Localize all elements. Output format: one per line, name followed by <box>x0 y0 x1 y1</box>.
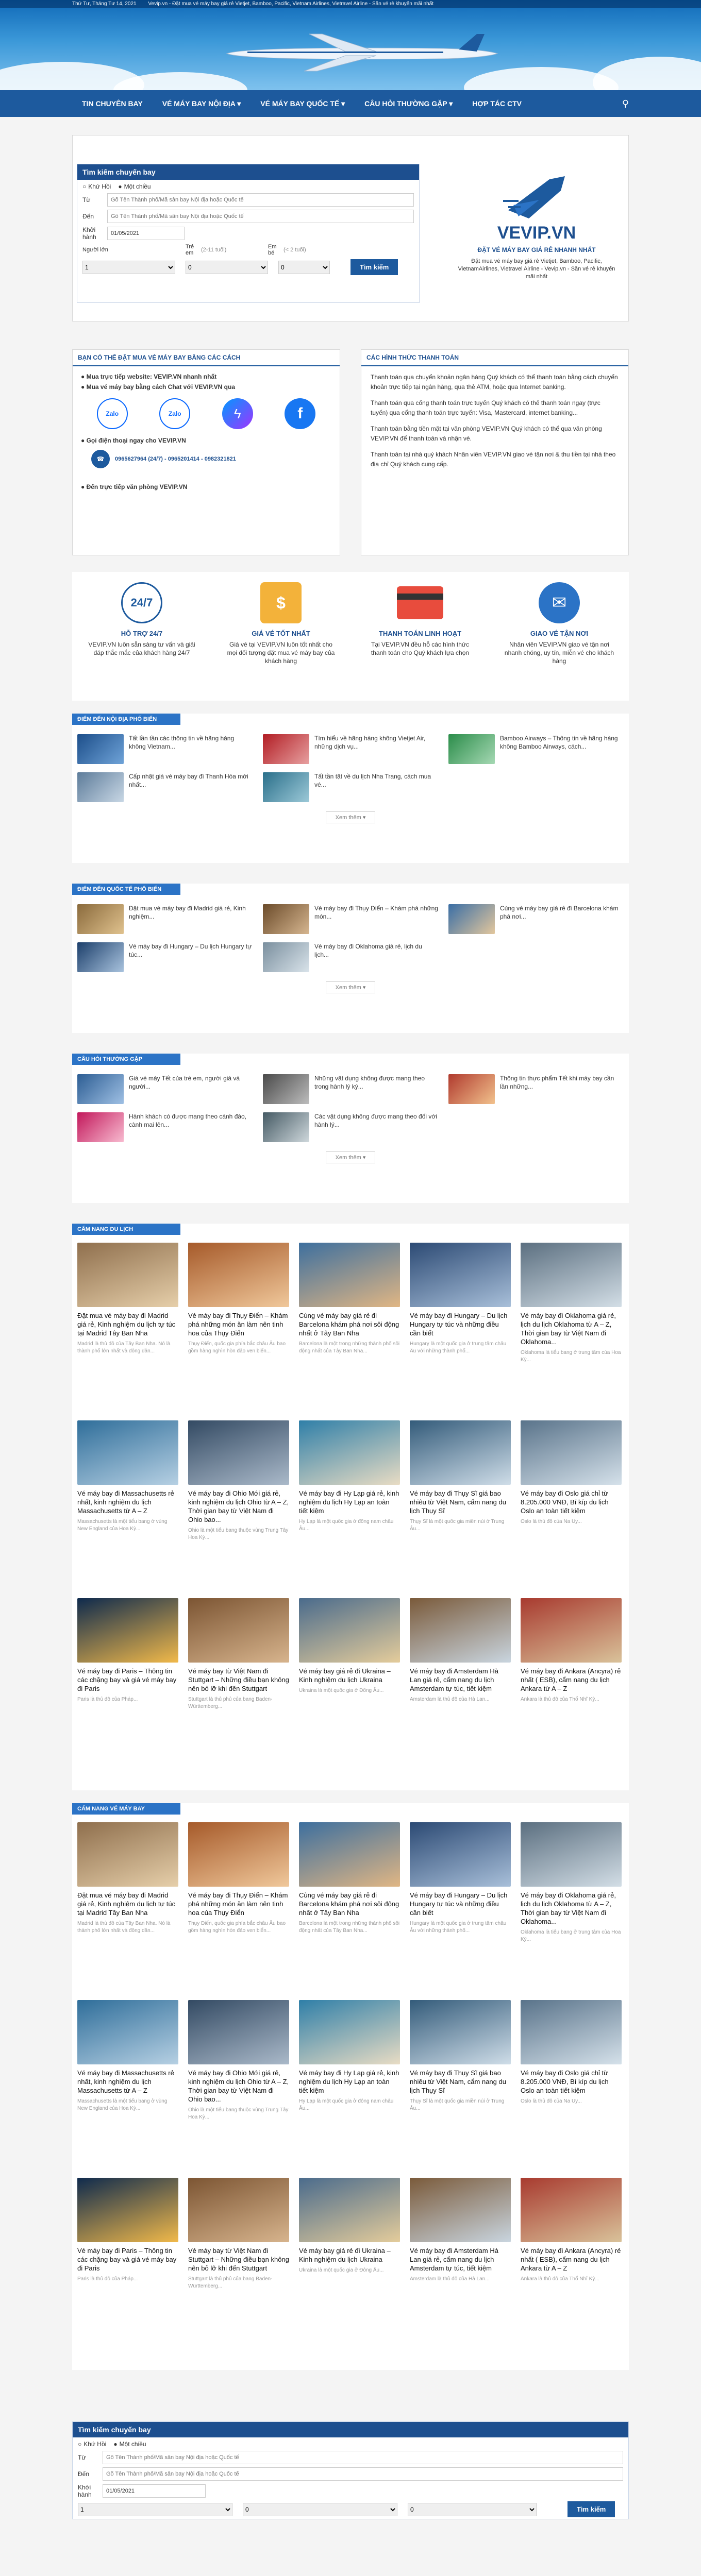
article-card[interactable] <box>188 1598 289 1710</box>
article-card[interactable] <box>521 1598 622 1703</box>
article-excerpt: Stuttgart là thủ phủ của bang Baden-Württemberg... <box>188 2276 273 2289</box>
article-thumbnail[interactable] <box>188 1243 289 1307</box>
article-card[interactable] <box>188 1243 289 1355</box>
facebook-icon[interactable]: f <box>285 398 315 429</box>
payment-item: Thanh toán bằng tiền mặt tại văn phòng VEVIP.VN Quý khách có thể qua văn phòng VEVIP.VN để thanh toán và nhận vé. <box>371 425 602 442</box>
article-title[interactable]: Đặt mua vé máy bay đi Madrid giá rẻ, Kinh nghiệm du lịch tự túc tại Madrid Tây Ban Nha <box>77 1312 176 1337</box>
feature-title: HỖ TRỢ 24/7 <box>121 630 163 637</box>
domestic-section <box>72 714 629 863</box>
article-title[interactable]: Vé máy bay đi Ankara (Ancyra) rẻ nhất ( ESB), cẩm nang du lịch Ankara từ A – Z <box>521 2247 621 2272</box>
search-button[interactable]: Tìm kiếm <box>350 259 398 275</box>
support-24-7-icon: 24/7 <box>121 582 162 623</box>
article-excerpt: Barcelona là một trong những thành phố sôi động nhất của Tây Ban Nha... <box>299 1921 400 1934</box>
howto-box <box>72 349 340 555</box>
article-thumbnail[interactable] <box>521 1243 622 1307</box>
section-heading: CẨM NANG DU LỊCH <box>72 1224 180 1235</box>
trip-return-label: Khứ Hồi <box>84 2441 107 2448</box>
radio-oneway[interactable]: ● <box>118 183 122 190</box>
vevip-logo-icon <box>498 169 575 226</box>
article-excerpt: Massachusetts là một tiểu bang ở vùng New England của Hoa Kỳ... <box>77 2098 168 2111</box>
feature-support <box>85 582 198 701</box>
chat-icons <box>81 398 331 429</box>
article-card[interactable] <box>299 1420 400 1533</box>
article-title[interactable]: Vé máy bay đi Hy Lạp giá rẻ, kinh nghiệm du lịch Hy Lạp an toàn tiết kiệm <box>299 1489 399 1515</box>
article-thumbnail[interactable] <box>410 1243 511 1307</box>
article-thumbnail[interactable] <box>299 1243 400 1307</box>
feature-title: GIÁ VÉ TỐT NHẤT <box>252 630 310 637</box>
view-more-button[interactable]: Xem thêm ▾ <box>326 811 375 823</box>
infant-note: (< 2 tuổi) <box>283 247 306 253</box>
flight-search-form-bottom <box>72 2421 629 2519</box>
article-card[interactable] <box>188 1822 289 1935</box>
child-label: Trẻ em <box>186 244 194 256</box>
article-thumbnail[interactable] <box>410 1598 511 1663</box>
article-title[interactable]: Vé máy bay đi Massachusetts rẻ nhất, kinh nghiệm du lịch Massachusetts từ A – Z <box>77 2069 174 2094</box>
article-card[interactable] <box>299 1598 400 1694</box>
article-card[interactable] <box>521 2178 622 2283</box>
article-thumbnail[interactable] <box>410 1822 511 1887</box>
payment-box <box>361 349 629 555</box>
article-title[interactable]: Vé máy bay đi Paris – Thông tin các chặng bay và giá vé máy bay đi Paris <box>77 2247 177 2272</box>
article-thumbnail[interactable] <box>410 2000 511 2064</box>
feature-desc: Nhân viên VEVIP.VN giao vé tận nơi nhanh chóng, uy tín, miễn vé cho khách hàng <box>504 641 614 665</box>
list-item[interactable]: Vé máy bay đi Oklahoma giá rẻ, lịch du lịch... <box>263 942 438 972</box>
article-thumbnail[interactable] <box>299 2178 400 2242</box>
article-thumbnail[interactable] <box>410 2178 511 2242</box>
article-excerpt: Oklahoma là tiểu bang ở trung tâm của Hoa Kỳ... <box>521 1350 621 1363</box>
article-thumbnail[interactable] <box>77 1420 178 1485</box>
howto-chat: ● Mua vé máy bay bằng cách Chat với VEVIP.VN qua <box>81 383 236 391</box>
article-thumbnail[interactable] <box>521 1822 622 1887</box>
article-excerpt: Hungary là một quốc gia ở trung tâm châu Âu với những thành phố... <box>410 1921 507 1934</box>
payment-item: Thanh toán tại nhà quý khách Nhân viên VEVIP.VN giao vé tận nơi & thu tiền tại nhà theo địa chỉ Quý khách cung cấp. <box>371 451 616 468</box>
hotline-numbers[interactable]: 0965627964 (24/7) - 0965201414 - 0982321821 <box>115 456 236 462</box>
howto-title: BẠN CÓ THỂ ĐẶT MUA VÉ MÁY BAY BẰNG CÁC CÁCH <box>73 350 340 366</box>
messenger-icon[interactable]: ϟ <box>222 398 253 429</box>
radio-return[interactable]: ○ <box>78 2441 82 2448</box>
airplane-illustration <box>216 31 505 72</box>
list-item[interactable]: Cùng vé máy bay giá rẻ đi Barcelona khám phá nơi... <box>448 904 624 934</box>
brand-tagline: ĐẶT VÉ MÁY BAY GIÁ RẺ NHANH NHẤT <box>477 246 596 253</box>
article-card[interactable] <box>77 2178 178 2283</box>
infant-label: Em bé <box>268 244 277 256</box>
article-excerpt: Stuttgart là thủ phủ của bang Baden-Württemberg... <box>188 1697 273 1709</box>
best-price-icon: $ <box>260 582 302 623</box>
article-thumbnail[interactable] <box>299 2000 400 2064</box>
article-title[interactable]: Vé máy bay đi Ohio Mới giá rẻ, kinh nghiệm du lịch Ohio từ A – Z, Thời gian bay từ Việt Nam đi Ohio bao... <box>188 1489 289 1523</box>
brand-desc: Đặt mua vé máy bay giá rẻ Vietjet, Bamboo, Pacific, VietnamAirlines, Vietravel Airline - Vevip.vn - Săn vé rẻ khuyến mãi nhất <box>458 258 615 280</box>
brand-panel <box>454 164 619 303</box>
flight-search-form <box>77 164 420 303</box>
nav-international[interactable]: VÉ MÁY BAY QUỐC TẾ ▾ <box>260 99 345 108</box>
article-excerpt: Oklahoma là tiểu bang ở trung tâm của Hoa Kỳ... <box>521 1929 621 1942</box>
feature-title: GIAO VÉ TẬN NƠI <box>530 630 589 637</box>
article-excerpt: Thụy Điển, quốc gia phía bắc châu Âu bao gồm hàng nghìn hòn đảo ven biển... <box>188 1921 286 1934</box>
to-input[interactable] <box>107 210 414 223</box>
section-heading: ĐIỂM ĐẾN NỘI ĐỊA PHỔ BIẾN <box>72 714 180 725</box>
feature-desc: VEVIP.VN luôn sẵn sàng tư vấn và giải đáp thắc mắc của khách hàng 24/7 <box>88 641 195 656</box>
nav-ctv[interactable]: HỢP TÁC CTV <box>472 99 522 108</box>
search-title: Tìm kiếm chuyến bay <box>77 164 419 180</box>
article-title[interactable]: Vé máy bay đi Amsterdam Hà Lan giá rẻ, cẩm nang du lịch Amsterdam tự túc, tiết kiệm <box>410 2247 498 2272</box>
adult-select[interactable] <box>82 261 175 274</box>
article-card[interactable] <box>299 1243 400 1355</box>
date-label: Khởi hành <box>78 2484 92 2498</box>
article-title[interactable]: Vé máy bay giá rẻ đi Ukraina – Kinh nghiệm du lịch Ukraina <box>299 1667 391 1684</box>
article-excerpt: Oslo là thủ đô của Na Uy... <box>521 1519 582 1524</box>
article-title[interactable]: Vé máy bay đi Hungary – Du lịch Hungary tự túc và những điều cần biết <box>410 1312 508 1337</box>
list-item[interactable]: Cấp nhật giá vé máy bay đi Thanh Hóa mới nhất... <box>77 772 253 802</box>
article-card[interactable] <box>77 1243 178 1355</box>
article-thumbnail[interactable] <box>521 2000 622 2064</box>
list-item[interactable]: Đặt mua vé máy bay đi Madrid giá rẻ, Kinh nghiệm... <box>77 904 253 934</box>
article-excerpt: Hungary là một quốc gia ở trung tâm châu Âu với những thành phố... <box>410 1341 507 1354</box>
feature-desc: Tại VEVIP.VN đều hỗ các hình thức thanh toán cho Quý khách lựa chọn <box>371 641 470 656</box>
article-card[interactable] <box>188 1420 289 1541</box>
feature-title: THANH TOÁN LINH HOẠT <box>378 630 462 637</box>
article-title[interactable]: Vé máy bay từ Việt Nam đi Stuttgart – Những điều bạn không nên bỏ lỡ khi đến Stuttgart <box>188 1667 289 1692</box>
article-thumbnail[interactable] <box>188 1822 289 1887</box>
article-title[interactable]: Vé máy bay đi Oklahoma giá rẻ, lịch du lịch Oklahoma từ A – Z, Thời gian bay từ Việt Nam đi Oklahoma... <box>521 1891 616 1925</box>
article-title[interactable]: Vé máy bay đi Hy Lạp giá rẻ, kinh nghiệm du lịch Hy Lạp an toàn tiết kiệm <box>299 2069 399 2094</box>
nav-domestic[interactable]: VÉ MÁY BAY NỘI ĐỊA ▾ <box>162 99 241 108</box>
feature-delivery <box>503 582 616 701</box>
article-card[interactable] <box>77 2000 178 2112</box>
article-title[interactable]: Vé máy bay đi Thụy Sĩ giá bao nhiêu từ Việt Nam, cẩm nang du lịch Thụy Sĩ <box>410 2069 506 2094</box>
article-title[interactable]: Cùng vé máy bay giá rẻ đi Barcelona khám phá nơi sôi động nhất ở Tây Ban Nha <box>299 1312 399 1337</box>
article-thumbnail[interactable] <box>188 1598 289 1663</box>
article-excerpt: Madrid là thủ đô của Tây Ban Nha. Nó là thành phố lớn nhất và đông dân... <box>77 1921 171 1934</box>
trip-oneway-label: Một chiều <box>119 2441 146 2448</box>
infant-select[interactable] <box>408 2503 537 2516</box>
article-title[interactable]: Vé máy bay đi Oslo giá chỉ từ 8.205.000 VNĐ, Bí kíp du lịch Oslo an toàn tiết kiệm <box>521 2069 609 2094</box>
article-excerpt: Ohio là một tiểu bang thuộc vùng Trung Tây Hoa Kỳ... <box>188 1528 289 1540</box>
infant-select[interactable] <box>278 261 330 274</box>
howto-website: ● Mua trực tiếp website: VEVIP.VN nhanh nhất <box>81 373 217 380</box>
article-card[interactable] <box>410 2178 511 2283</box>
search-title: Tìm kiếm chuyến bay <box>73 2422 628 2437</box>
article-thumbnail[interactable] <box>521 2178 622 2242</box>
article-card[interactable] <box>410 1243 511 1355</box>
payment-card-icon <box>397 586 443 619</box>
article-excerpt: Madrid là thủ đô của Tây Ban Nha. Nó là thành phố lớn nhất và đông dân... <box>77 1341 171 1354</box>
top-bar <box>0 0 701 8</box>
nav-flight-news[interactable]: TIN CHUYÊN BAY <box>82 99 143 108</box>
payment-item: Thanh toán qua chuyển khoản ngân hàng Quý khách có thể thanh toán bằng cách chuyển khoản trực tiếp tại ngân hàng, qua thẻ ATM, hoặc qua Internet banking. <box>371 374 618 391</box>
article-title[interactable]: Đặt mua vé máy bay đi Madrid giá rẻ, Kinh nghiệm du lịch tự túc tại Madrid Tây Ban Nha <box>77 1891 176 1917</box>
article-title[interactable]: Vé máy bay đi Thụy Sĩ giá bao nhiêu từ Việt Nam, cẩm nang du lịch Thụy Sĩ <box>410 1489 506 1515</box>
article-card[interactable] <box>188 2000 289 2121</box>
adult-label: Người lớn <box>82 247 108 253</box>
child-select[interactable] <box>243 2503 397 2516</box>
article-thumbnail[interactable] <box>77 1822 178 1887</box>
list-item[interactable]: Các vật dụng không được mang theo đối với hành lý... <box>263 1112 438 1142</box>
main-nav <box>0 90 701 117</box>
list-item[interactable]: Giá vé máy Tết của trẻ em, người già và người... <box>77 1074 253 1104</box>
to-label: Đến <box>82 213 94 220</box>
faq-section <box>72 1054 629 1203</box>
list-item[interactable]: Tất tần tật về du lịch Nha Trang, cách mua vé... <box>263 772 438 802</box>
feature-desc: Giá vé tại VEVIP.VN luôn tốt nhất cho mọi đối tượng đặt mua vé máy bay của khách hàng <box>227 641 335 665</box>
features-row <box>72 572 629 701</box>
article-excerpt: Thụy Sĩ là một quốc gia miền núi ở Trung Âu... <box>410 2098 505 2111</box>
adult-select[interactable] <box>78 2503 232 2516</box>
article-thumbnail[interactable] <box>521 1420 622 1485</box>
child-select[interactable] <box>186 261 268 274</box>
article-card[interactable] <box>188 2178 289 2290</box>
radio-return[interactable]: ○ <box>82 183 87 190</box>
article-card[interactable] <box>410 1420 511 1533</box>
from-input[interactable] <box>103 2451 623 2464</box>
article-card[interactable] <box>521 2000 622 2105</box>
section-heading: CẨM NANG VÉ MÁY BAY <box>72 1803 180 1815</box>
depart-date-input[interactable] <box>103 2484 206 2498</box>
nav-faq[interactable]: CÂU HỎI THƯỜNG GẶP ▾ <box>364 99 453 108</box>
article-card[interactable] <box>410 2000 511 2112</box>
date-label: Khởi hành <box>82 226 96 241</box>
article-thumbnail[interactable] <box>188 1420 289 1485</box>
radio-oneway[interactable]: ● <box>113 2441 118 2448</box>
article-card[interactable] <box>77 1822 178 1935</box>
list-item[interactable]: Thông tin thực phẩm Tết khi máy bay cần lần những... <box>448 1074 624 1104</box>
article-excerpt: Amsterdam là thủ đô của Hà Lan... <box>410 1697 490 1702</box>
article-thumbnail[interactable] <box>410 1420 511 1485</box>
article-title[interactable]: Vé máy bay đi Oslo giá chỉ từ 8.205.000 VNĐ, Bí kíp du lịch Oslo an toàn tiết kiệm <box>521 1489 609 1515</box>
article-title[interactable]: Vé máy bay đi Ohio Mới giá rẻ, kinh nghiệm du lịch Ohio từ A – Z, Thời gian bay từ Việt Nam đi Ohio bao... <box>188 2069 289 2103</box>
article-card[interactable] <box>299 1822 400 1935</box>
article-title[interactable]: Vé máy bay đi Hungary – Du lịch Hungary tự túc và những điều cần biết <box>410 1891 508 1917</box>
list-item[interactable]: Hành khách có được mang theo cánh đào, cành mai lên... <box>77 1112 253 1142</box>
section-heading: ĐIỂM ĐẾN QUỐC TẾ PHỔ BIẾN <box>72 884 180 895</box>
article-title[interactable]: Vé máy bay giá rẻ đi Ukraina – Kinh nghiệm du lịch Ukraina <box>299 2247 391 2263</box>
article-title[interactable]: Cùng vé máy bay giá rẻ đi Barcelona khám phá nơi sôi động nhất ở Tây Ban Nha <box>299 1891 399 1917</box>
payment-item: Thanh toán qua cổng thanh toán trực tuyến Quý khách có thể thanh toán ngay (trực tuyến) qua cổng thanh toán trực tuyến: Visa, Mastercard, internet banking... <box>371 399 600 416</box>
article-thumbnail[interactable] <box>188 2178 289 2242</box>
list-item[interactable]: Vé máy bay đi Thụy Điển – Khám phá những món... <box>263 904 438 934</box>
view-more-button[interactable]: Xem thêm ▾ <box>326 1151 375 1163</box>
from-input[interactable] <box>107 193 414 207</box>
article-excerpt: Ukraina là một quốc gia ở Đông Âu... <box>299 2267 384 2273</box>
article-excerpt: Ohio là một tiểu bang thuộc vùng Trung Tây Hoa Kỳ... <box>188 2107 289 2120</box>
article-excerpt: Paris là thủ đô của Pháp... <box>77 2276 138 2282</box>
article-excerpt: Thụy Sĩ là một quốc gia miền núi ở Trung Âu... <box>410 1519 505 1532</box>
trip-return-label: Khứ Hồi <box>88 183 111 190</box>
article-thumbnail[interactable] <box>77 1243 178 1307</box>
top-notice: Vevip.vn - Đặt mua vé máy bay giá rẻ Vietjet, Bamboo, Pacific, Vietnam Airlines, Vietravel Airline - Săn vé rẻ khuyến mãi nhất <box>148 1 433 7</box>
article-excerpt: Thụy Điển, quốc gia phía bắc châu Âu bao gồm hàng nghìn hòn đảo ven biển... <box>188 1341 286 1354</box>
list-item[interactable]: Tìm hiểu về hãng hàng không Vietjet Air, những dịch vụ... <box>263 734 438 764</box>
article-card[interactable] <box>77 1598 178 1703</box>
to-input[interactable] <box>103 2467 623 2481</box>
trip-oneway-label: Một chiều <box>124 183 151 190</box>
info-block <box>72 339 629 561</box>
article-card[interactable] <box>521 1822 622 1943</box>
article-title[interactable]: Vé máy bay đi Thụy Điển – Khám phá những món ăn làm nên tinh hoa của Thụy Điển <box>188 1312 288 1337</box>
howto-office: ● Đến trực tiếp văn phòng VEVIP.VN <box>81 483 188 490</box>
zalo-icon[interactable]: Zalo <box>97 398 128 429</box>
payment-title: CÁC HÌNH THỨC THANH TOÁN <box>361 350 628 366</box>
article-thumbnail[interactable] <box>77 2178 178 2242</box>
article-excerpt: Oslo là thủ đô của Na Uy... <box>521 2098 582 2104</box>
article-thumbnail[interactable] <box>521 1598 622 1663</box>
article-title[interactable]: Vé máy bay đi Massachusetts rẻ nhất, kinh nghiệm du lịch Massachusetts từ A – Z <box>77 1489 174 1515</box>
trip-type <box>82 183 414 190</box>
to-label: Đến <box>78 2470 90 2478</box>
article-thumbnail[interactable] <box>299 1822 400 1887</box>
article-thumbnail[interactable] <box>188 2000 289 2064</box>
article-excerpt: Amsterdam là thủ đô của Hà Lan... <box>410 2276 490 2282</box>
article-title[interactable]: Vé máy bay đi Amsterdam Hà Lan giá rẻ, cẩm nang du lịch Amsterdam tự túc, tiết kiệm <box>410 1667 498 1692</box>
article-thumbnail[interactable] <box>77 2000 178 2064</box>
article-card[interactable] <box>521 1243 622 1364</box>
international-section <box>72 884 629 1033</box>
article-thumbnail[interactable] <box>299 1420 400 1485</box>
search-icon[interactable]: ⚲ <box>622 98 629 109</box>
article-excerpt: Paris là thủ đô của Pháp... <box>77 1697 138 1702</box>
article-excerpt: Massachusetts là một tiểu bang ở vùng New England của Hoa Kỳ... <box>77 1519 168 1532</box>
ticket-guide-section <box>72 1803 629 2370</box>
search-block <box>72 135 629 321</box>
from-label: Từ <box>78 2454 86 2461</box>
article-card[interactable] <box>410 1598 511 1703</box>
article-excerpt: Barcelona là một trong những thành phố sôi động nhất của Tây Ban Nha... <box>299 1341 400 1354</box>
article-excerpt: Hy Lạp là một quốc gia ở đông nam châu Âu... <box>299 2098 394 2111</box>
child-note: (2-11 tuổi) <box>201 247 227 253</box>
article-card[interactable] <box>299 2178 400 2274</box>
article-thumbnail[interactable] <box>77 1598 178 1663</box>
feature-payment <box>363 582 477 701</box>
brand-logo-text: VEVIP.VN <box>497 223 576 243</box>
article-card[interactable] <box>521 1420 622 1526</box>
article-title[interactable]: Vé máy bay đi Ankara (Ancyra) rẻ nhất ( ESB), cẩm nang du lịch Ankara từ A – Z <box>521 1667 621 1692</box>
article-card[interactable] <box>410 1822 511 1935</box>
article-title[interactable]: Vé máy bay từ Việt Nam đi Stuttgart – Những điều bạn không nên bỏ lỡ khi đến Stuttgart <box>188 2247 289 2272</box>
article-title[interactable]: Vé máy bay đi Paris – Thông tin các chặng bay và giá vé máy bay đi Paris <box>77 1667 177 1692</box>
list-item[interactable]: Những vật dụng không được mang theo trong hành lý ký... <box>263 1074 438 1104</box>
article-title[interactable]: Vé máy bay đi Thụy Điển – Khám phá những món ăn làm nên tinh hoa của Thụy Điển <box>188 1891 288 1917</box>
header-banner <box>0 0 701 90</box>
phone-icon: ☎ <box>91 450 110 468</box>
howto-call: ● Gọi điện thoại ngay cho VEVIP.VN <box>81 437 186 444</box>
list-item[interactable]: Vé máy bay đi Hungary – Du lịch Hungary tự túc... <box>77 942 253 972</box>
article-thumbnail[interactable] <box>299 1598 400 1663</box>
feature-price <box>224 582 338 701</box>
list-item[interactable]: Tất lần tần các thông tin về hãng hàng không Vietnam... <box>77 734 253 764</box>
depart-date-input[interactable] <box>107 227 185 240</box>
article-title[interactable]: Vé máy bay đi Oklahoma giá rẻ, lịch du lịch Oklahoma từ A – Z, Thời gian bay từ Việt Nam đi Oklahoma... <box>521 1312 616 1346</box>
view-more-button[interactable]: Xem thêm ▾ <box>326 981 375 993</box>
article-card[interactable] <box>299 2000 400 2112</box>
zalo-icon[interactable]: Zalo <box>159 398 190 429</box>
search-button[interactable]: Tìm kiếm <box>568 2501 615 2517</box>
from-label: Từ <box>82 196 91 204</box>
article-excerpt: Ankara là thủ đô của Thổ Nhĩ Kỳ... <box>521 2276 599 2282</box>
section-heading: CÂU HỎI THƯỜNG GẶP <box>72 1054 180 1065</box>
article-excerpt: Ukraina là một quốc gia ở Đông Âu... <box>299 1688 384 1693</box>
article-excerpt: Hy Lạp là một quốc gia ở đông nam châu Âu... <box>299 1519 394 1532</box>
delivery-person-icon: ✉ <box>539 582 580 623</box>
hotline-row <box>91 450 331 468</box>
article-excerpt: Ankara là thủ đô của Thổ Nhĩ Kỳ... <box>521 1697 599 1702</box>
list-item[interactable]: Bamboo Airways – Thông tin về hãng hàng không Bamboo Airways, cách... <box>448 734 624 764</box>
top-date: Thứ Tư, Tháng Tư 14, 2021 <box>72 1 137 7</box>
travel-guide-section <box>72 1224 629 1790</box>
article-card[interactable] <box>77 1420 178 1533</box>
